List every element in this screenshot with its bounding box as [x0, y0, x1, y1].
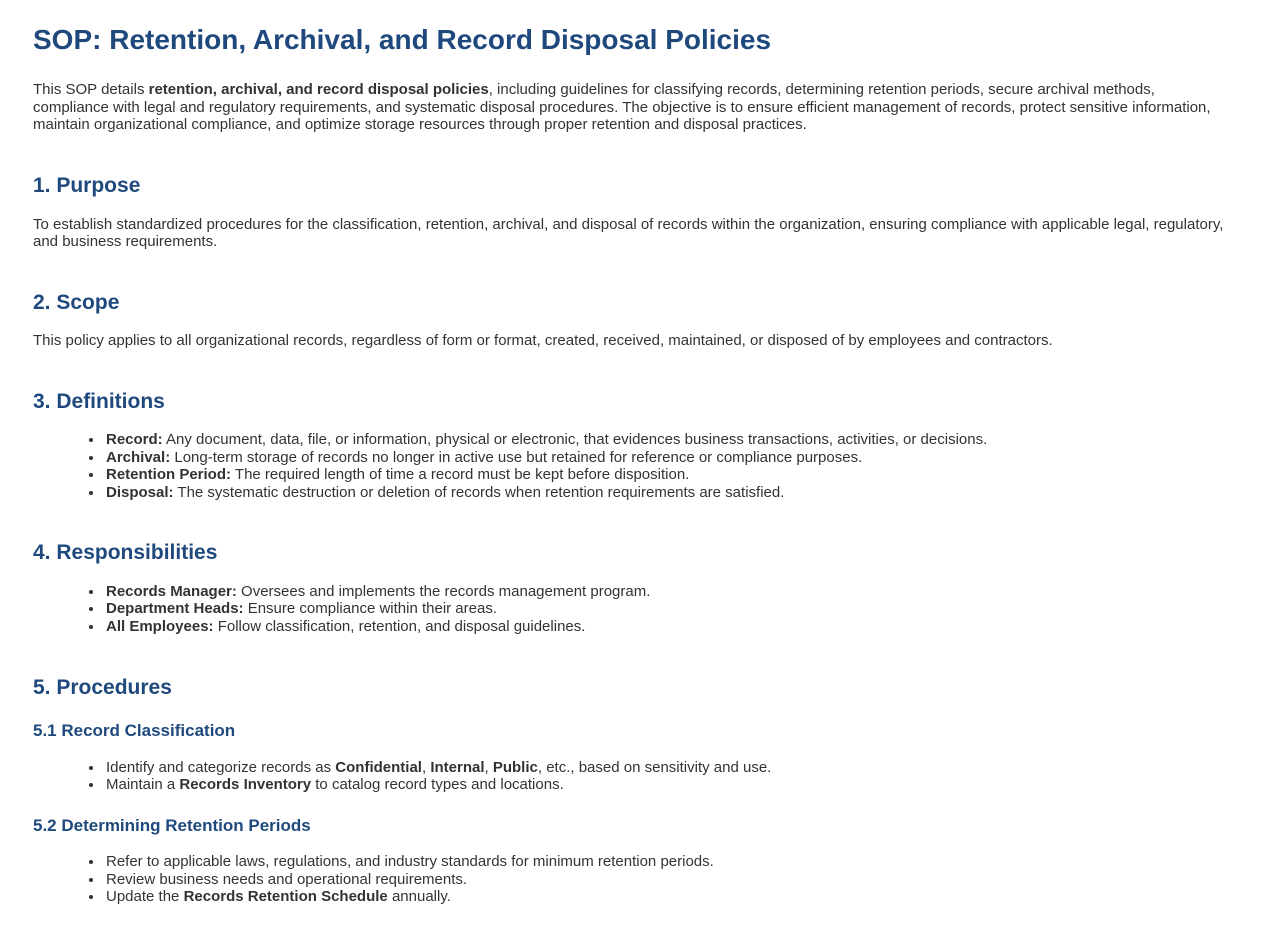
section-heading-definitions: 3. Definitions: [33, 389, 165, 413]
section-responsibilities: [33, 541, 1230, 635]
record-classification-list: [33, 759, 1230, 794]
section-heading-purpose: 1. Purpose: [33, 174, 141, 197]
list-item: • All Employees: Follow classification, retention, and disposal guidelines.: [104, 618, 1230, 636]
list-item: • Department Heads: Ensure compliance within their areas.: [104, 600, 1230, 618]
list-item: • Refer to applicable laws, regulations, and industry standards for minimum retention periods.: [104, 853, 1230, 871]
list-item: • Records Manager: Oversees and implements the records management program.: [104, 583, 1230, 601]
page-title: SOP: Retention, Archival, and Record Disposal Policies: [33, 24, 772, 55]
section-heading-scope: 2. Scope: [33, 290, 120, 314]
list-item: • Disposal: The systematic destruction or deletion of records when retention requirements are satisfied.: [104, 484, 1230, 502]
section-definitions: [33, 390, 1230, 502]
section-heading-responsibilities: 4. Responsibilities: [33, 541, 218, 565]
section-procedures: [33, 676, 1230, 906]
subsection-heading-record-classification: 5.1 Record Classification: [33, 721, 236, 741]
section-purpose: [33, 174, 1230, 251]
definitions-list: [33, 431, 1230, 501]
scope-paragraph: This policy applies to all organizational records, regardless of form or format, created, received, maintained, or disposed of by employees and contractors.: [33, 332, 1053, 350]
list-item: • Maintain a Records Inventory to catalog record types and locations.: [104, 776, 1230, 794]
retention-periods-list: [33, 853, 1230, 906]
list-item: • Review business needs and operational requirements.: [104, 871, 1230, 889]
list-item: • Identify and categorize records as Confidential, Internal, Public, etc., based on sensitivity and use.: [104, 759, 1230, 777]
section-scope: [33, 291, 1230, 350]
list-item: • Retention Period: The required length of time a record must be kept before disposition.: [104, 466, 1230, 484]
responsibilities-list: [33, 583, 1230, 636]
subsection-heading-retention-periods: 5.2 Determining Retention Periods: [33, 815, 311, 835]
intro-paragraph: This SOP details retention, archival, and record disposal policies, including guidelines for classifying records, determining retention periods, secure archival methods, compliance with legal and regulatory requirements, and systematic disposal procedures. The objective is to ensure efficient management of records, protect sensitive information, maintain organizational compliance, and optimize storage resources through proper retention and disposal practices.: [33, 81, 1211, 134]
list-item: • Update the Records Retention Schedule annually.: [104, 888, 1230, 906]
purpose-paragraph: To establish standardized procedures for the classification, retention, archival, and disposal of records within the organization, ensuring compliance with applicable legal, regulatory, and business requirements.: [33, 215, 1224, 251]
section-heading-procedures: 5. Procedures: [33, 675, 172, 699]
list-item: • Record: Any document, data, file, or information, physical or electronic, that evidences business transactions, activities, or decisions.: [104, 431, 1230, 449]
list-item: • Archival: Long-term storage of records no longer in active use but retained for reference or compliance purposes.: [104, 449, 1230, 467]
